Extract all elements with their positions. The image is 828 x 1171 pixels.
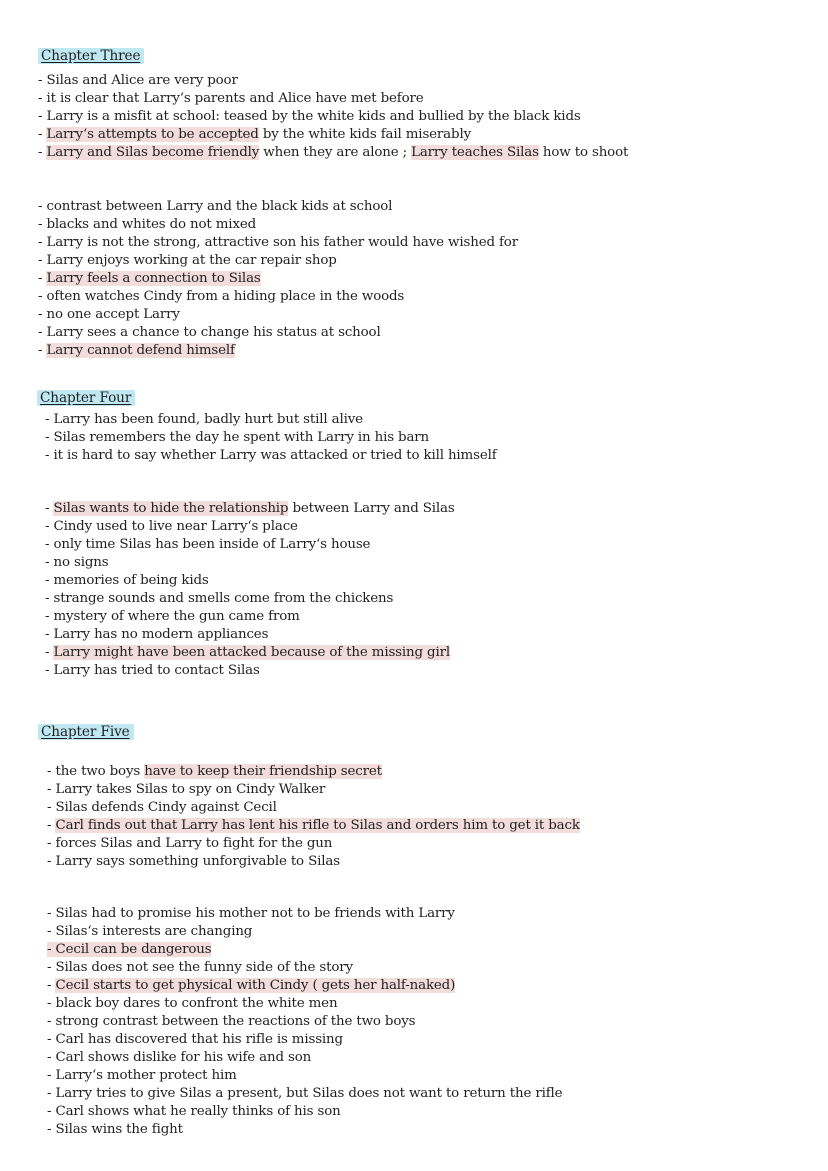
note-line — [45, 626, 268, 644]
note-line — [45, 411, 363, 429]
note-text: - Larry is not the strong, attractive son his father would have wished for — [38, 235, 518, 250]
note-text: - — [47, 978, 56, 993]
highlighted-text: Silas wants to hide the relationship — [53, 501, 289, 516]
note-line — [38, 126, 471, 144]
note-text: - — [45, 645, 54, 660]
note-text: - only time Silas has been inside of Larry‘s house — [45, 537, 371, 552]
note-line — [47, 941, 211, 959]
note-text: - it is clear that Larry‘s parents and Alice have met before — [38, 91, 424, 106]
note-line — [47, 1013, 415, 1031]
note-line — [47, 1031, 343, 1049]
note-text: - Silas remembers the day he spent with Larry in his barn — [45, 430, 430, 445]
note-text: - — [38, 127, 47, 142]
note-line — [38, 270, 261, 288]
note-text: - Silas wins the fight — [47, 1122, 183, 1137]
note-text: - Cindy used to live near Larry‘s place — [45, 519, 298, 534]
note-text: - black boy dares to confront the white men — [47, 996, 338, 1011]
note-line — [45, 554, 108, 572]
note-line — [38, 234, 518, 252]
note-text: - Carl shows what he really thinks of his son — [47, 1104, 341, 1119]
note-line — [45, 662, 260, 680]
note-text: - strong contrast between the reactions of the two boys — [47, 1014, 416, 1029]
note-text: when they are alone ; — [259, 145, 412, 160]
note-line — [45, 590, 393, 608]
note-line — [47, 905, 455, 923]
note-line — [47, 853, 340, 871]
note-text: - no signs — [45, 555, 109, 570]
note-line — [47, 959, 353, 977]
note-line — [47, 995, 337, 1013]
note-text: - — [45, 501, 54, 516]
highlighted-text: have to keep their friendship secret — [144, 764, 382, 779]
note-text: - Larry is a misfit at school: teased by the white kids and bullied by the black kids — [38, 109, 581, 124]
note-line — [47, 1085, 562, 1103]
note-line — [47, 1103, 341, 1121]
note-text: - Larry enjoys working at the car repair shop — [38, 253, 337, 268]
note-text: - strange sounds and smells come from the chickens — [45, 591, 394, 606]
note-line — [45, 572, 209, 590]
note-text: - the two boys — [47, 764, 145, 779]
highlighted-text: Larry feels a connection to Silas — [46, 271, 261, 286]
note-line — [45, 608, 300, 626]
note-text: how to shoot — [538, 145, 629, 160]
note-line — [38, 288, 404, 306]
note-text: - — [38, 343, 47, 358]
note-line — [38, 324, 381, 342]
highlighted-text: Larry teaches Silas — [411, 145, 539, 160]
note-line — [47, 1121, 183, 1139]
note-line — [47, 977, 455, 995]
note-line — [38, 90, 424, 108]
note-text: - often watches Cindy from a hiding place in the woods — [38, 289, 405, 304]
note-text: - Larry has tried to contact Silas — [45, 663, 260, 678]
note-line — [47, 763, 382, 781]
note-text: - Silas defends Cindy against Cecil — [47, 800, 277, 815]
note-line — [47, 817, 580, 835]
note-text: - — [47, 818, 56, 833]
note-line — [45, 536, 370, 554]
note-text: - Larry‘s mother protect him — [47, 1068, 237, 1083]
note-text: - Larry has no modern appliances — [45, 627, 269, 642]
note-text: - Larry sees a chance to change his status at school — [38, 325, 381, 340]
note-text: - Larry tries to give Silas a present, but Silas does not want to return the rifle — [47, 1086, 563, 1101]
note-line — [47, 923, 252, 941]
note-text: - Larry says something unforgivable to Silas — [47, 854, 340, 869]
highlighted-text: Larry cannot defend himself — [46, 343, 235, 358]
note-line — [47, 835, 332, 853]
note-text: - Larry has been found, badly hurt but still alive — [45, 412, 363, 427]
highlighted-text: Larry might have been attacked because of the missing girl — [53, 645, 450, 660]
note-line — [38, 198, 392, 216]
note-text: between Larry and Silas — [288, 501, 455, 516]
note-text: - — [38, 145, 47, 160]
note-line — [38, 252, 337, 270]
note-line — [45, 447, 497, 465]
note-text: - Silas‘s interests are changing — [47, 924, 253, 939]
chapter-five-heading: Chapter Five — [38, 723, 134, 741]
note-line — [47, 781, 325, 799]
note-line — [45, 429, 429, 447]
note-line — [38, 306, 180, 324]
chapter-four-heading: Chapter Four — [37, 389, 135, 407]
highlighted-text: Larry and Silas become friendly — [46, 145, 260, 160]
note-text: - contrast between Larry and the black kids at school — [38, 199, 393, 214]
highlighted-text: - Cecil can be dangerous — [47, 942, 212, 957]
note-text: - forces Silas and Larry to fight for the gun — [47, 836, 333, 851]
note-line — [47, 1067, 237, 1085]
note-line — [45, 518, 298, 536]
note-text: - — [38, 271, 47, 286]
note-text: - it is hard to say whether Larry was attacked or tried to kill himself — [45, 448, 497, 463]
note-line — [47, 1049, 311, 1067]
note-text: by the white kids fail miserably — [258, 127, 471, 142]
note-line — [38, 144, 628, 162]
note-text: - no one accept Larry — [38, 307, 180, 322]
note-line — [47, 799, 277, 817]
note-line — [38, 108, 581, 126]
note-text: - memories of being kids — [45, 573, 209, 588]
note-line — [45, 644, 450, 662]
highlighted-text: Carl finds out that Larry has lent his rifle to Silas and orders him to get it back — [55, 818, 580, 833]
note-text: - blacks and whites do not mixed — [38, 217, 257, 232]
note-text: - mystery of where the gun came from — [45, 609, 300, 624]
note-text: - Silas and Alice are very poor — [38, 73, 238, 88]
note-text: - Silas does not see the funny side of the story — [47, 960, 353, 975]
highlighted-text: Cecil starts to get physical with Cindy ( gets her half-naked) — [55, 978, 456, 993]
note-line — [38, 216, 256, 234]
chapter-three-heading: Chapter Three — [38, 47, 144, 65]
note-text: - Carl shows dislike for his wife and son — [47, 1050, 312, 1065]
note-line — [38, 342, 235, 360]
note-line — [38, 72, 238, 90]
note-text: - Carl has discovered that his rifle is missing — [47, 1032, 343, 1047]
note-line — [45, 500, 455, 518]
note-text: - Larry takes Silas to spy on Cindy Walker — [47, 782, 326, 797]
note-text: - Silas had to promise his mother not to be friends with Larry — [47, 906, 455, 921]
highlighted-text: Larry‘s attempts to be accepted — [46, 127, 259, 142]
